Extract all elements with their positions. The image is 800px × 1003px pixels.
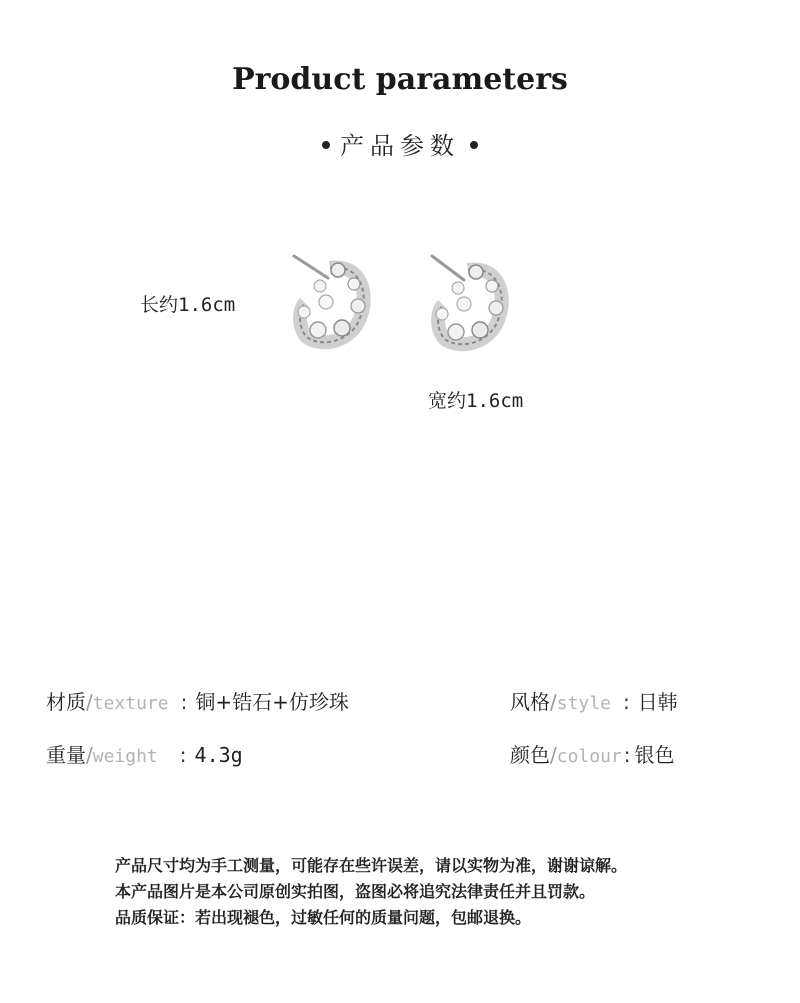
length-label: 长约1.6cm: [140, 294, 236, 316]
spec-weight: 重量/weight : 4.3g: [46, 743, 243, 767]
spec-style-value: 日韩: [637, 690, 678, 714]
spec-color-en: colour: [556, 746, 622, 767]
spec-weight-en: weight: [92, 746, 158, 767]
width-label: 宽约1.6cm: [428, 390, 524, 412]
spec-color-value: 银色: [634, 743, 675, 767]
section-subtitle: [0, 126, 800, 161]
spec-weight-label: 重量: [46, 743, 86, 767]
earring-image-right: [428, 250, 518, 360]
spec-color-label: 颜色: [510, 743, 550, 767]
spec-material-en: texture: [92, 693, 169, 714]
spec-style-label: 风格: [510, 690, 550, 714]
note-line-2: 本产品图片是本公司原创实拍图，盗图必将追究法律责任并且罚款。: [115, 882, 596, 901]
spec-material: 材质/texture : 铜+锆石+仿珍珠: [46, 690, 349, 714]
spec-style-en: style: [556, 693, 611, 714]
spec-material-label: 材质: [46, 690, 86, 714]
note-line-1: 产品尺寸均为手工测量，可能存在些许误差，请以实物为准，谢谢谅解。: [115, 856, 628, 875]
bullet-dot-left: [322, 141, 330, 149]
spec-weight-value: 4.3g: [194, 743, 243, 767]
note-line-3: 品质保证：若出现褪色，过敏任何的质量问题，包邮退换。: [115, 908, 532, 927]
bullet-dot-right: [470, 141, 478, 149]
page-title: Product parameters: [232, 62, 568, 97]
spec-style: 风格/style : 日韩: [510, 690, 678, 714]
subtitle-text: 产品参数: [340, 132, 460, 160]
earring-image-left: [290, 248, 380, 358]
spec-material-value: 铜+锆石+仿珍珠: [195, 690, 349, 714]
spec-color: 颜色/colour : 银色: [510, 743, 675, 767]
